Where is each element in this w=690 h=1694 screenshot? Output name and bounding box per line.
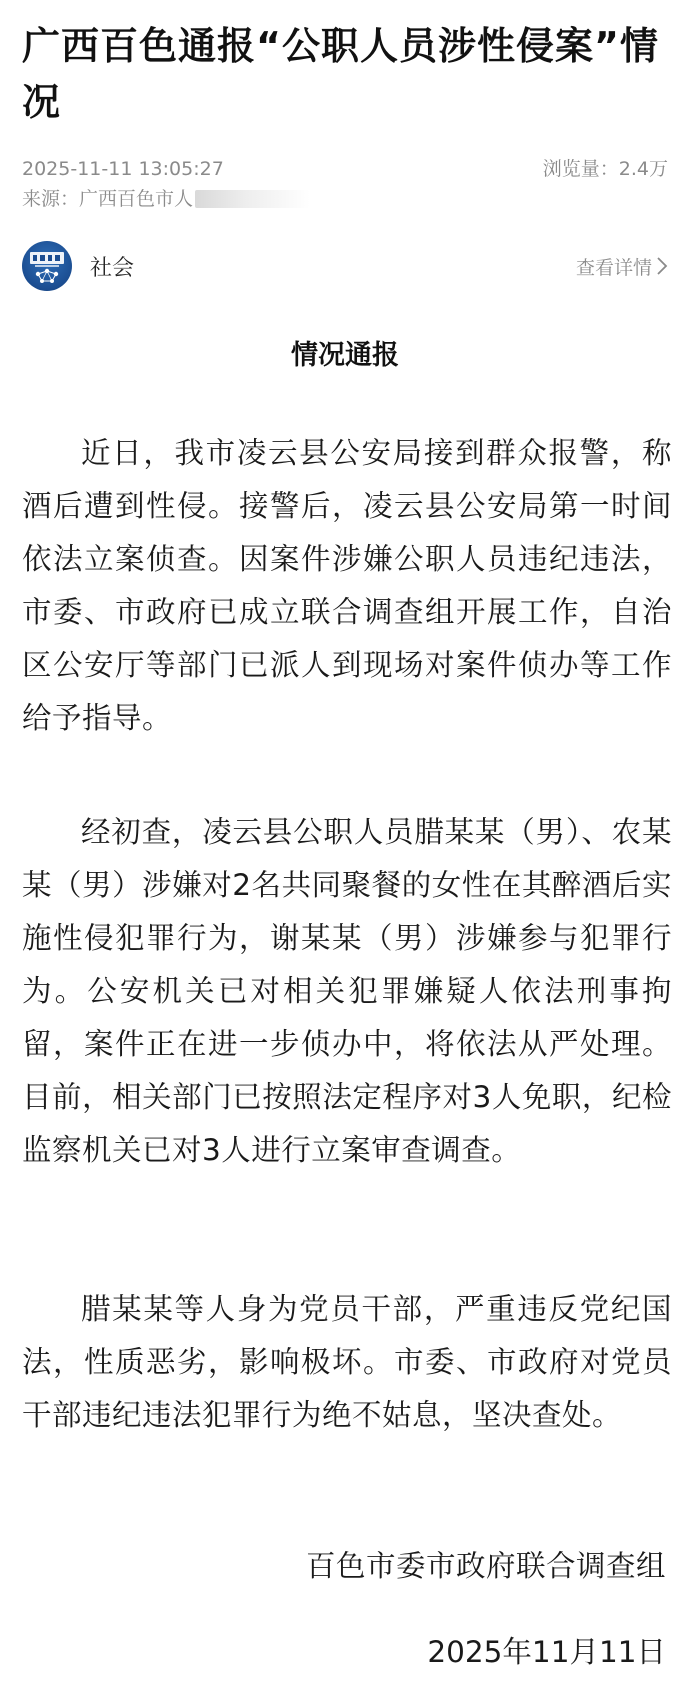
notice-heading: 情况通报: [291, 340, 399, 371]
channel-row: [22, 240, 668, 292]
meta-row-source: [22, 186, 668, 212]
source-fade-overlay: [195, 190, 310, 208]
view-details-label: 查看详情: [575, 256, 652, 279]
notice-date: 2025年11月11日: [427, 1635, 666, 1669]
xinhua-logo-icon[interactable]: [22, 241, 72, 291]
meta-row-time-views: [22, 156, 668, 182]
notice-paragraph-1: 近日，我市凌云县公安局接到群众报警，称酒后遭到性侵。接警后，凌云县公安局第一时间依法立案侦查。因案件涉嫌公职人员违纪违法，市委、市政府已成立联合调查组开展工作，自治区公安厅等部门已派人到现场对案件侦办等工作给予指导。: [22, 436, 672, 735]
source-info: [22, 186, 310, 212]
publish-timestamp: 2025-11-11 13:05:27: [22, 158, 224, 180]
chevron-right-icon: [656, 256, 668, 276]
channel-name[interactable]: 社会: [90, 255, 135, 281]
notice-paragraph-2: 经初查，凌云县公职人员腊某某（男）、农某某（男）涉嫌对2名共同聚餐的女性在其醉酒后实施性侵犯罪行为，谢某某（男）涉嫌参与犯罪行为。公安机关已对相关犯罪嫌疑人依法刑事拘留，案件正在进一步侦办中，将依法从严处理。目前，相关部门已按照法定程序对3人免职，纪检监察机关已对3人进行立案审查调查。: [22, 815, 672, 1167]
notice-signature: 百色市委市政府联合调查组: [305, 1549, 666, 1583]
source-label: 来源：广西百色市人: [22, 188, 194, 210]
view-count: 浏览量：2.4万: [542, 158, 668, 180]
view-details-link[interactable]: [576, 253, 668, 280]
article-title: 广西百色通报“公职人员涉性侵案”情况: [22, 24, 659, 124]
notice-paragraph-3: 腊某某等人身为党员干部，严重违反党纪国法，性质恶劣，影响极坏。市委、市政府对党员干部违纪违法犯罪行为绝不姑息，坚决查处。: [22, 1292, 672, 1432]
channel-info[interactable]: [22, 241, 134, 291]
